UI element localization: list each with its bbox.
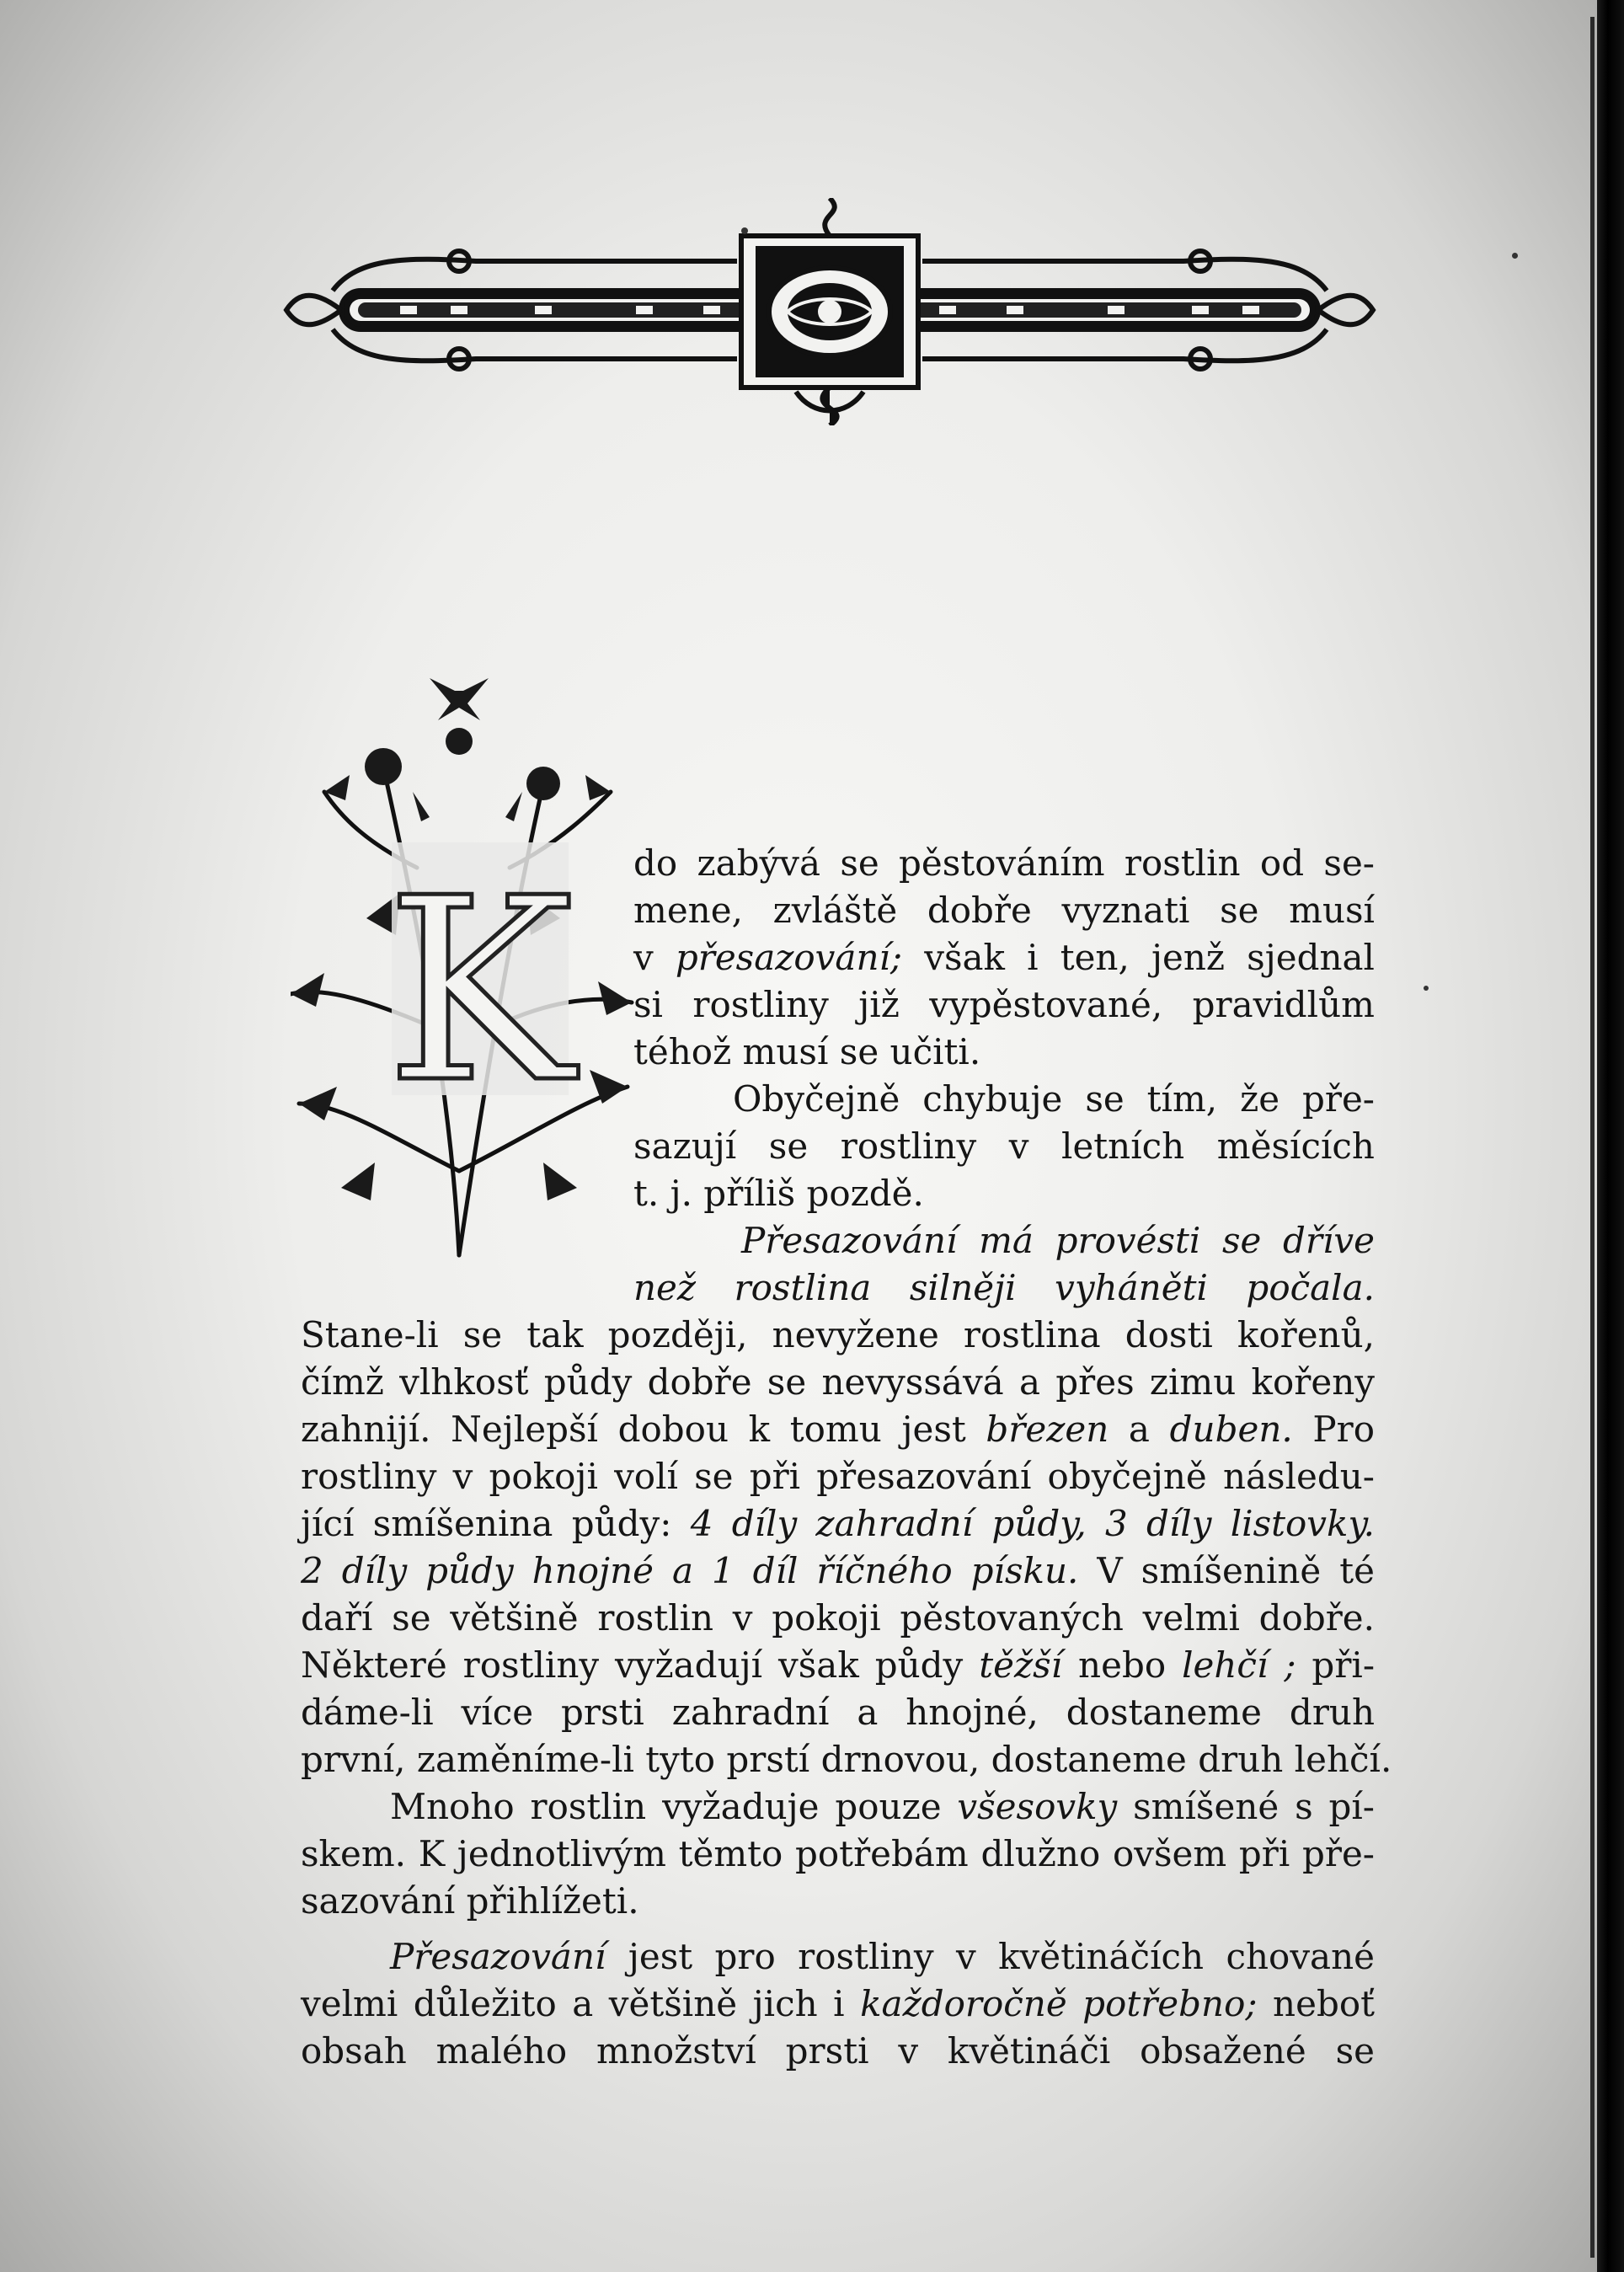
text-run: mene, zvláště dobře vyznati se musí xyxy=(633,890,1375,931)
scan-speck xyxy=(1424,986,1429,991)
text-line xyxy=(301,1642,1375,1689)
text-run: V smíšenině té xyxy=(1078,1550,1375,1591)
ornamental-headpiece xyxy=(282,198,1377,425)
italic-phrase: Přesazování má provésti se dříve xyxy=(741,1220,1375,1261)
scan-speck xyxy=(741,227,748,234)
text-run: Stane-li se tak později, nevyžene rostlina dosti kořenů, xyxy=(301,1314,1375,1355)
text-run: jest pro rostliny v květináčích chované xyxy=(606,1936,1375,1977)
text-line xyxy=(301,1878,1375,1925)
text-run: si rostliny již vypěstované, pravidlům xyxy=(633,984,1375,1025)
text-line xyxy=(301,1689,1375,1736)
text-run: dáme-li více prsti zahradní a hnojné, dostaneme druh xyxy=(301,1692,1375,1733)
text-run: zahnijí. Nejlepší dobou k tomu jest xyxy=(301,1409,986,1450)
text-line xyxy=(633,1264,1375,1312)
text-run: čímž vlhkosť půdy dobře se nevyssává a přes zimu kořeny xyxy=(301,1361,1375,1403)
text-line xyxy=(390,1783,1375,1831)
text-line xyxy=(301,1595,1375,1642)
text-line xyxy=(633,887,1375,934)
text-line xyxy=(633,934,1375,981)
text-run: však i ten, jenž sjednal xyxy=(902,937,1375,978)
italic-phrase: všesovky xyxy=(957,1786,1118,1827)
text-run: neboť xyxy=(1257,1983,1375,2024)
text-run: sazují se rostliny v letních měsících xyxy=(633,1125,1375,1167)
text-line xyxy=(733,1076,1375,1123)
text-run: smíšené s pí- xyxy=(1117,1786,1375,1827)
text-line xyxy=(633,1170,1375,1217)
text-line xyxy=(301,1359,1375,1406)
text-line xyxy=(301,1406,1375,1453)
text-line xyxy=(741,1217,1375,1264)
decorative-initial-k xyxy=(291,666,636,1272)
italic-phrase: lehčí ; xyxy=(1182,1644,1296,1686)
text-line xyxy=(301,1981,1375,2028)
scan-edge xyxy=(1597,0,1624,2272)
italic-phrase: duben. xyxy=(1169,1409,1293,1450)
text-run: téhož musí se učiti. xyxy=(633,1031,981,1072)
text-line xyxy=(301,1500,1375,1548)
text-run: t. j. příliš pozdě. xyxy=(633,1173,924,1214)
italic-phrase: každoročně potřebno; xyxy=(860,1983,1258,2024)
text-run: první, zaměníme-li tyto prstí drnovou, dostaneme druh lehčí. xyxy=(301,1739,1392,1780)
text-run: Mnoho rostlin vyžaduje pouze xyxy=(390,1786,958,1827)
text-run: sazování přihlížeti. xyxy=(301,1880,639,1922)
italic-phrase: než rostlina silněji vyháněti počala. xyxy=(633,1267,1375,1308)
text-run: Obyčejně chybuje se tím, že pře- xyxy=(733,1078,1375,1120)
text-line xyxy=(301,1831,1375,1878)
text-line xyxy=(633,840,1375,887)
italic-phrase: 4 díly zahradní půdy, 3 díly listovky. xyxy=(690,1503,1375,1544)
text-run: v xyxy=(633,937,676,978)
text-run: nebo xyxy=(1062,1644,1183,1686)
text-run: obsah malého množství prsti v květináči obsažené se xyxy=(301,2030,1375,2072)
page-edge-line xyxy=(1590,17,1595,2258)
scan-speck xyxy=(1512,253,1518,259)
text-run: Pro xyxy=(1292,1409,1375,1450)
text-line xyxy=(301,2028,1375,2075)
text-line xyxy=(301,1548,1375,1595)
italic-phrase: březen xyxy=(986,1409,1109,1450)
text-run: Některé rostliny vyžadují však půdy xyxy=(301,1644,980,1686)
initial-letter: K xyxy=(385,844,575,1138)
text-run: při- xyxy=(1295,1644,1376,1686)
italic-phrase: 2 díly půdy hnojné a 1 díl říčného písku. xyxy=(301,1550,1079,1591)
text-run: skem. K jednotlivým těmto potřebám dlužno ovšem při pře- xyxy=(301,1833,1375,1874)
text-run: daří se většině rostlin v pokoji pěstovaných velmi dobře. xyxy=(301,1597,1375,1639)
text-line xyxy=(390,1933,1375,1981)
text-line xyxy=(633,1029,1375,1076)
text-run: a xyxy=(1108,1409,1170,1450)
text-run: rostliny v pokoji volí se při přesazování obyčejně následu- xyxy=(301,1456,1375,1497)
text-line xyxy=(301,1312,1375,1359)
text-line xyxy=(633,1123,1375,1170)
text-run: do zabývá se pěstováním rostlin od se- xyxy=(633,842,1375,884)
italic-phrase: těžší xyxy=(979,1644,1063,1686)
italic-phrase: přesazování; xyxy=(675,937,903,978)
text-line xyxy=(301,1736,1392,1783)
italic-phrase: Přesazování xyxy=(390,1936,606,1977)
text-line xyxy=(301,1453,1375,1500)
text-run: velmi důležito a většině jich i xyxy=(301,1983,861,2024)
text-run: jící smíšenina půdy: xyxy=(301,1503,691,1544)
text-line xyxy=(633,981,1375,1029)
